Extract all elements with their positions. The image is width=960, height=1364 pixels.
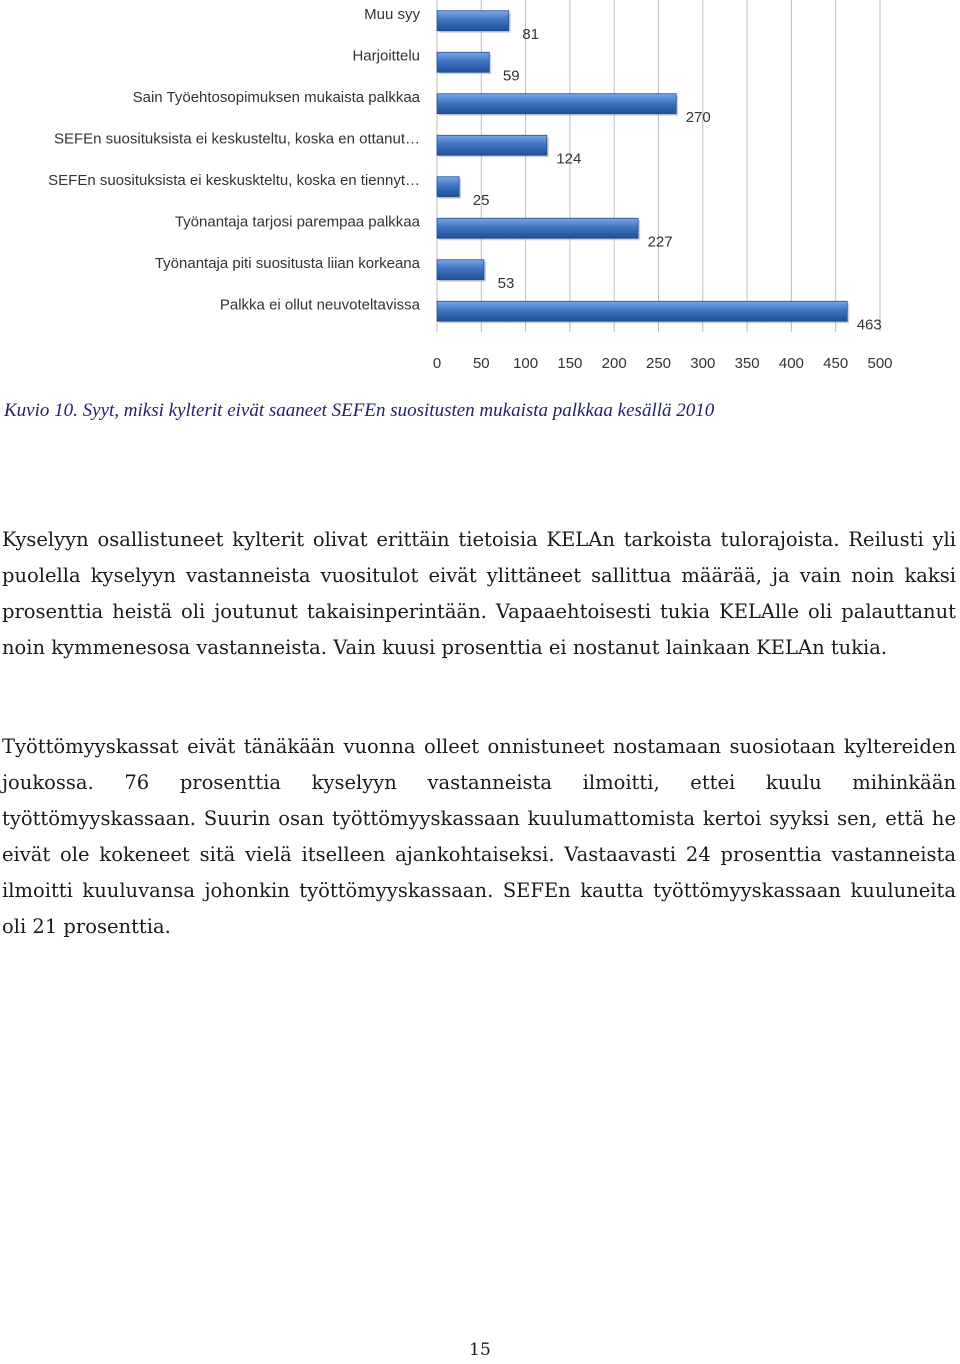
- bar: [437, 135, 547, 155]
- body-paragraph: Kyselyyn osallistuneet kylterit olivat erittäin tietoisia KELAn tarkoista tulorajoista. Reilusti yli puolella kyselyyn vastanneista vuositulot eivät ylittäneet sallittua määrää, ja vain noin kaksi prosenttia heistä oli joutunut takaisinperintään. Vapaaehtoisesti tukia KELAlle oli palauttanut noin kymmenesosa vastanneista. Vain kuusi prosenttia ei nostanut lainkaan KELAn tukia.: [2, 528, 956, 659]
- x-tick-label: 250: [645, 355, 672, 372]
- bar: [437, 301, 847, 321]
- bar: [437, 11, 509, 31]
- x-tick-label: 200: [601, 355, 627, 372]
- x-tick-label: 50: [472, 355, 490, 372]
- bar: [437, 52, 489, 72]
- value-label: 59: [502, 67, 520, 85]
- x-tick-label: 300: [690, 355, 716, 372]
- bar: [437, 177, 459, 197]
- category-label: SEFEn suosituksista ei keskuskteltu, koska en tiennyt…: [48, 171, 420, 189]
- value-label: 124: [556, 150, 582, 168]
- value-label: 227: [647, 233, 673, 251]
- x-tick-label: 500: [867, 355, 893, 372]
- category-label: Palkka ei ollut neuvoteltavissa: [219, 296, 420, 314]
- page-number: 15: [469, 1340, 491, 1360]
- chart-svg: [0, 0, 960, 385]
- x-tick-label: 150: [557, 355, 583, 372]
- x-tick-label: 450: [823, 355, 849, 372]
- category-label: SEFEn suosituksista ei keskusteltu, koska en ottanut…: [53, 130, 420, 148]
- bar: [437, 260, 484, 280]
- x-tick-label: 100: [513, 355, 539, 372]
- bar: [437, 218, 638, 238]
- value-label: 25: [472, 191, 490, 209]
- category-label: Muu syy: [364, 5, 420, 23]
- body-paragraph: Työttömyyskassat eivät tänäkään vuonna olleet onnistuneet nostamaan suosiotaan kyltereiden joukossa. 76 prosenttia kyselyyn vastanneista ilmoitti, ettei kuulu mihinkään työttömyyskassaan. Suurin osan työttömyyskassaan kuulumattomista kertoi syyksi sen, että he eivät ole kokeneet sitä vielä itselleen ajankohtaiseksi. Vastaavasti 24 prosenttia vastanneista ilmoitti kuuluvansa johonkin työttömyyskassaan. SEFEn kautta työttömyyskassaan kuuluneita oli 21 prosenttia.: [2, 735, 956, 938]
- x-tick-label: 350: [734, 355, 760, 372]
- category-label: Harjoittelu: [352, 47, 420, 65]
- x-tick-label: 400: [778, 355, 804, 372]
- value-label: 463: [856, 316, 882, 334]
- value-label: 81: [522, 25, 540, 43]
- bar-chart: [0, 0, 960, 385]
- category-label: Työnantaja tarjosi parempaa palkkaa: [174, 213, 420, 231]
- value-label: 53: [497, 274, 515, 292]
- category-label: Työnantaja piti suositusta liian korkeana: [154, 254, 420, 272]
- figure-caption: Kuvio 10. Syyt, miksi kylterit eivät saaneet SEFEn suositusten mukaista palkkaa kesällä 2010: [4, 400, 715, 421]
- x-tick-label: 0: [432, 355, 442, 372]
- category-label: Sain Työehtosopimuksen mukaista palkkaa: [132, 88, 420, 106]
- bar: [437, 94, 676, 114]
- value-label: 270: [685, 108, 711, 126]
